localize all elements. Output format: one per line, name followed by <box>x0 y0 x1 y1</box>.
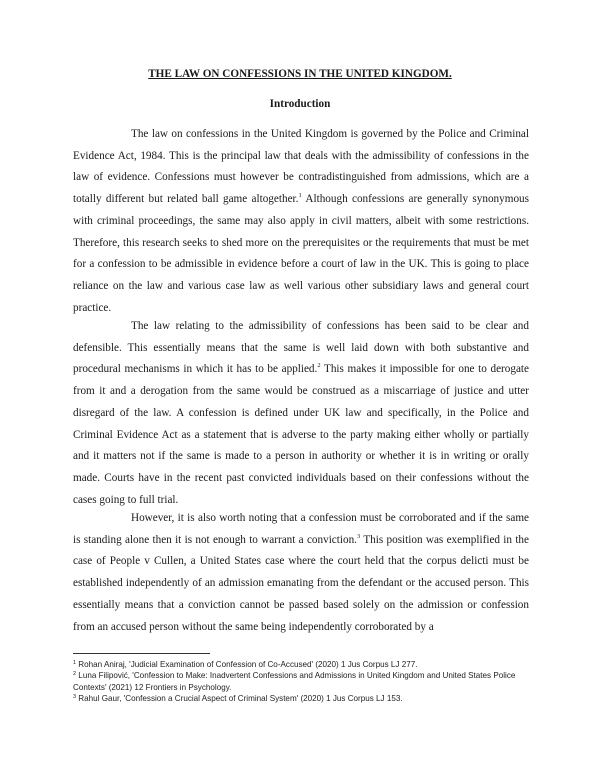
footnote-text: Luna Filipović, 'Confession to Make: Inadvertent Confessions and Admissions in United Kingdom and United States Police Contexts' (2021) 12 Frontiers in Psychology. <box>73 671 516 692</box>
paragraph-text: This position was exemplified in the case of People v Cullen, a United States case where the court held that the corpus delicti must be established independently of an admission emanating from the defendant or the accused person. This essentially means that a conviction cannot be passed based solely on the admission or confession from an accused person without the same being independently corroborated by a <box>73 533 529 633</box>
footnote-text: Rahul Gaur, 'Confession a Crucial Aspect of Criminal System' (2020) 1 Jus Corpus LJ 153. <box>76 694 403 704</box>
paragraph-text: Although confessions are generally synonymous with criminal proceedings, the same may also apply in civil matters, albeit with some restrictions. Therefore, this research seeks to shed more on the prerequisites or the requirements that must be met for a confession to be admissible in evidence before a court of law in the UK. This is going to place reliance on the law and various case law as well various other subsidiary laws and general court practice. <box>73 193 529 314</box>
footnote-separator <box>73 653 210 654</box>
document-title: THE LAW ON CONFESSIONS IN THE UNITED KINGDOM. <box>148 68 452 80</box>
footnote-reference[interactable]: 3 <box>356 532 361 540</box>
paragraph-text: This makes it impossible for one to derogate from it and a derogation from the same would be construed as a miscarriage of justice and utter disregard of the law. A confession is defined under UK law and specifically, in the Police and Criminal Evidence Act as a statement that is adverse to the party making either wholly or partially and it matters not if the same is made to a person in authority or whether it is in writing or orally made. Courts have in the recent past convicted individuals based on their confessions without the cases going to full trial. <box>73 363 529 506</box>
footnote <box>73 670 529 693</box>
footnote-number: 2 <box>73 671 77 678</box>
footnote-reference[interactable]: 2 <box>317 362 321 370</box>
paragraph-text: However, it is also worth noting that a confession must be corroborated and if the same is standing alone then it is not enough to warrant a conviction. <box>73 512 529 546</box>
footnote-number: 3 <box>73 694 77 701</box>
section-heading: Introduction <box>269 98 331 110</box>
footnote-number: 1 <box>73 660 77 666</box>
paragraph-text: The law on confessions in the United Kingdom is governed by the Police and Criminal Evidence Act, 1984. This is the principal law that deals with the admissibility of confessions in the law of evidence. Confessions must however be contradistinguished from admissions, which are a totally different but related ball game altogether. <box>73 128 529 206</box>
footnote-text: Rohan Aniraj, 'Judicial Examination of Confession of Co-Accused' (2020) 1 Jus Corpus LJ 277. <box>76 660 418 669</box>
footnote <box>73 693 529 704</box>
body-paragraph <box>73 316 529 511</box>
footnotes-section <box>73 659 529 705</box>
body-paragraph <box>73 508 529 638</box>
footnote <box>73 659 529 670</box>
paragraph-text: The law relating to the admissibility of confessions has been said to be clear and defensible. This essentially means that the same is well laid down with both substantive and procedural mechanisms in which it has to be applied. <box>73 320 529 376</box>
footnote-reference[interactable]: 1 <box>298 192 302 200</box>
body-paragraph <box>73 124 529 319</box>
